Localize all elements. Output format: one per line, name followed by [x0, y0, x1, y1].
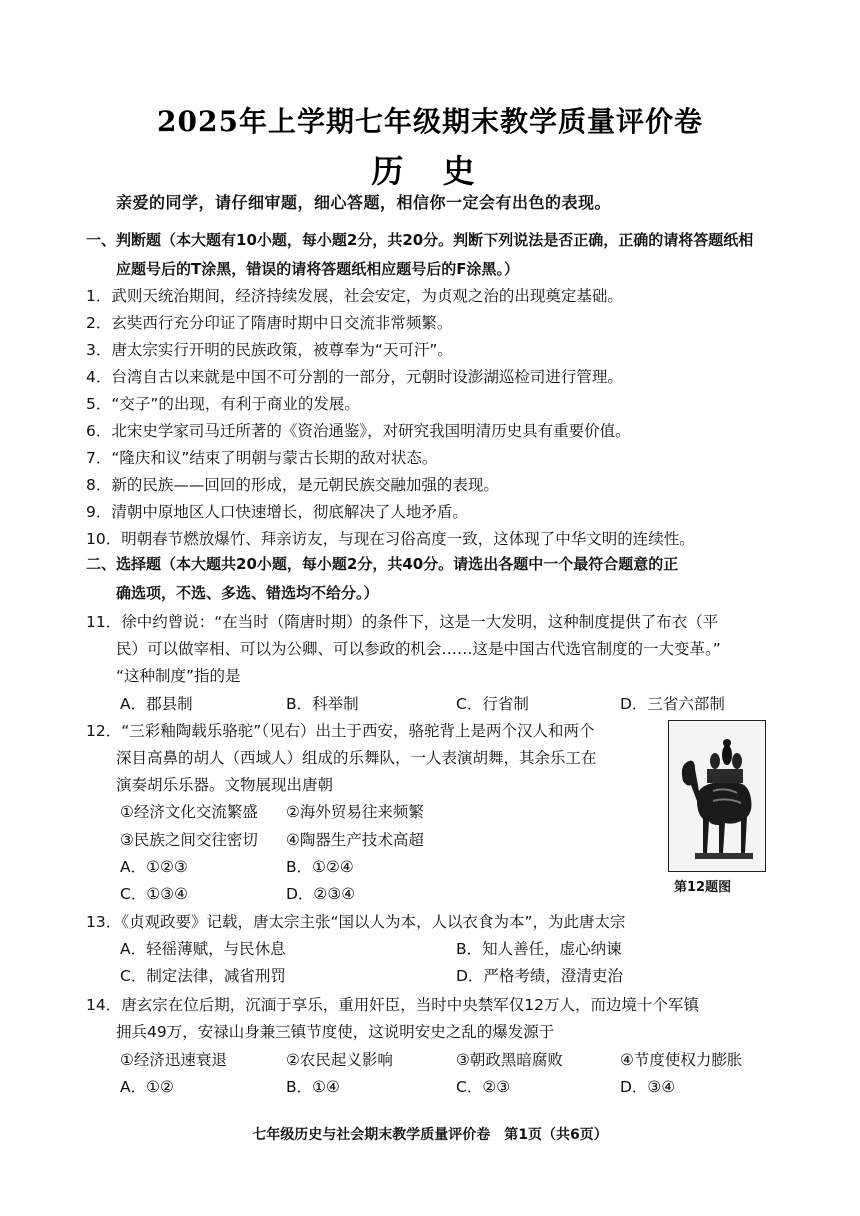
section-2-heading [86, 550, 776, 608]
q12-line2: 深目高鼻的胡人（西域人）组成的乐舞队，一人表演胡舞，其余乐工在 [116, 749, 597, 767]
q11-option-d: D．三省六部制 [620, 695, 725, 713]
judgment-1: 1．武则天统治期间，经济持续发展，社会安定，为贞观之治的出现奠定基础。 [86, 287, 623, 305]
q12-statement-3: ③民族之间交往密切 [120, 831, 258, 849]
q14-statement-3: ③朝政黑暗腐败 [456, 1051, 563, 1069]
q14-line2: 拥兵49万，安禄山身兼三镇节度使，这说明安史之乱的爆发源于 [116, 1023, 555, 1041]
judgment-3: 3．唐太宗实行开明的民族政策，被尊奉为“天可汗”。 [86, 341, 453, 359]
judgment-7: 7．“隆庆和议”结束了明朝与蒙古长期的敌对状态。 [86, 449, 438, 467]
q14-statement-4: ④节度使权力膨胀 [620, 1051, 743, 1069]
q14-option-a: A．①② [120, 1078, 174, 1096]
subject-title: 历 史 [371, 152, 489, 190]
judgment-2: 2．玄奘西行充分印证了隋唐时期中日交流非常频繁。 [86, 314, 453, 332]
section-1-heading [86, 226, 776, 284]
q13-option-a: A．轻徭薄赋，与民休息 [120, 940, 286, 958]
judgment-6: 6．北宋史学家司马迁所著的《资治通鉴》，对研究我国明清历史具有重要价值。 [86, 422, 631, 440]
q12-option-a: A．①②③ [120, 858, 188, 876]
q11-option-c: C．行省制 [456, 695, 529, 713]
q13-option-b: B．知人善任，虚心纳谏 [456, 940, 622, 958]
section-1-line2: 应题号后的T涂黑，错误的请将答题纸相应题号后的F涂黑。） [116, 260, 519, 278]
exam-title: 2025年上学期七年级期末教学质量评价卷 [157, 105, 703, 138]
intro-text: 亲爱的同学，请仔细审题，细心答题，相信你一定会有出色的表现。 [116, 193, 612, 212]
judgment-10: 10．明朝春节燃放爆竹、拜亲访友，与现在习俗高度一致，这体现了中华文明的连续性。 [86, 530, 695, 548]
q14-statement-1: ①经济迅速衰退 [120, 1051, 227, 1069]
q11-line1: 11．徐中约曾说：“在当时（隋唐时期）的条件下，这是一大发明，这种制度提供了布衣（平 [86, 613, 719, 631]
q12-option-c: C．①③④ [120, 885, 189, 903]
figure-caption: 第12题图 [674, 880, 732, 895]
q13-line1: 13．《贞观政要》记载，唐太宗主张“国以人为本，人以衣食为本”，为此唐太宗 [86, 913, 626, 931]
q12-option-b: B．①②④ [286, 858, 354, 876]
q12-line3: 演奏胡乐乐器。文物展现出唐朝 [116, 776, 334, 794]
page-footer: 七年级历史与社会期末教学质量评价卷 第1页（共6页） [252, 1127, 608, 1143]
q14-option-d: D．③④ [620, 1078, 676, 1096]
q11-line2: 民）可以做宰相、可以为公卿、可以参政的机会……这是中国古代选官制度的一大变革。” [116, 640, 721, 658]
q12-line1: 12．“三彩釉陶载乐骆驼”（见右）出土于西安，骆驼背上是两个汉人和两个 [86, 722, 595, 740]
q14-option-b: B．①④ [286, 1078, 340, 1096]
q12-statement-2: ②海外贸易往来频繁 [286, 803, 424, 821]
q14-line1: 14．唐玄宗在位后期，沉湎于享乐，重用奸臣，当时中央禁军仅12万人，而边境十个军镇 [86, 996, 699, 1014]
judgment-8: 8．新的民族——回回的形成，是元朝民族交融加强的表现。 [86, 476, 499, 494]
q11-option-a: A．郡县制 [120, 695, 193, 713]
q11-option-b: B．科举制 [286, 695, 359, 713]
q14-option-c: C．②③ [456, 1078, 511, 1096]
judgment-4: 4．台湾自古以来就是中国不可分割的一部分，元朝时设澎湖巡检司进行管理。 [86, 368, 623, 386]
judgment-9: 9．清朝中原地区人口快速增长，彻底解决了人地矛盾。 [86, 503, 468, 521]
q11-line3: “这种制度”指的是 [116, 667, 241, 685]
q12-statement-1: ①经济文化交流繁盛 [120, 803, 258, 821]
section-2-line1: 二、选择题（本大题共20小题，每小题2分，共40分。请选出各题中一个最符合题意的正 [86, 555, 679, 573]
section-2-line2: 确选项，不选、多选、错选均不给分。） [116, 584, 379, 602]
q13-option-c: C．制定法律，减省刑罚 [120, 967, 286, 985]
judgment-5: 5．“交子”的出现，有利于商业的发展。 [86, 395, 360, 413]
q14-statement-2: ②农民起义影响 [286, 1051, 393, 1069]
section-1-line1: 一、判断题（本大题有10小题，每小题2分，共20分。判断下列说法是否正确，正确的请将答题纸相 [86, 231, 754, 249]
q12-option-d: D．②③④ [286, 885, 356, 903]
q12-statement-4: ④陶器生产技术高超 [286, 831, 424, 849]
tricolor-camel-icon [669, 721, 765, 871]
camel-figure [668, 720, 766, 872]
q13-option-d: D．严格考绩，澄清吏治 [456, 967, 623, 985]
